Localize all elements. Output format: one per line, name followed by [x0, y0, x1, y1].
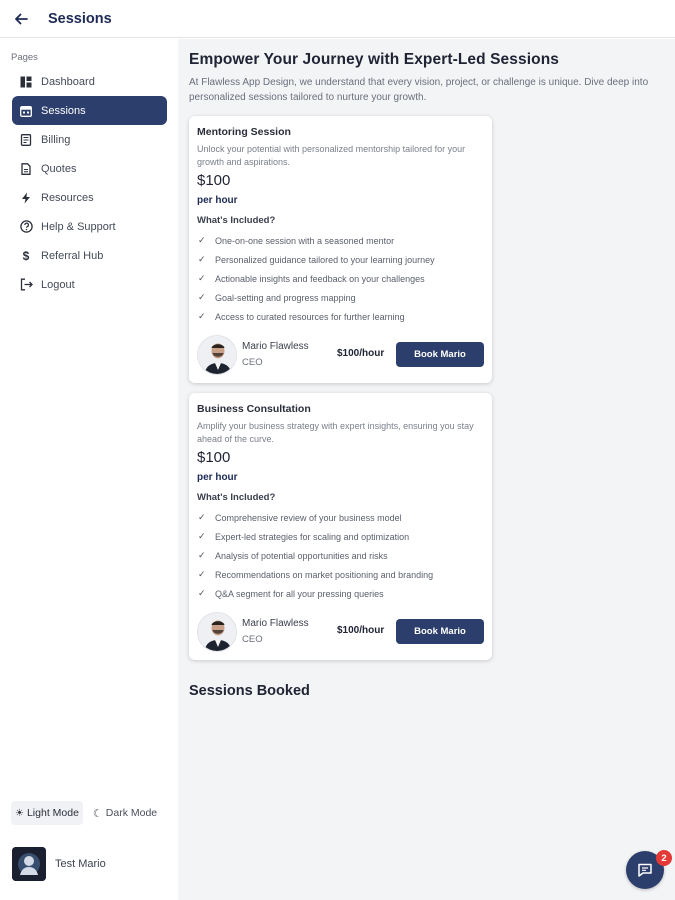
check-icon: ✓ — [198, 311, 206, 321]
check-icon: ✓ — [198, 254, 206, 264]
mentor-rate: $100/hour — [337, 348, 385, 359]
feature-text: Goal-setting and progress mapping — [215, 292, 356, 303]
feature-text: Personalized guidance tailored to your learning journey — [215, 254, 435, 265]
feature-text: One-on-one session with a seasoned mentor — [215, 235, 395, 246]
main-content — [178, 39, 675, 900]
sidebar-nav — [12, 67, 167, 299]
mentor-row — [197, 335, 487, 375]
list-item — [198, 584, 488, 603]
chat-icon — [637, 862, 653, 878]
document-icon — [18, 161, 34, 177]
notification-badge: 2 — [656, 850, 672, 866]
card-price-unit: per hour — [197, 472, 238, 483]
feature-text: Expert-led strategies for scaling and optimization — [215, 531, 410, 542]
check-icon: ✓ — [198, 273, 206, 283]
arrow-left-icon — [13, 11, 29, 27]
card-price: $100 — [197, 172, 231, 189]
card-price: $100 — [197, 449, 231, 466]
sidebar-item-label: Dashboard — [41, 75, 95, 88]
sidebar-item-label: Quotes — [41, 162, 77, 175]
dollar-icon: $ — [22, 248, 30, 263]
list-item — [198, 546, 488, 565]
mentor-avatar — [197, 335, 237, 375]
sidebar-item-referral-hub[interactable] — [12, 241, 167, 270]
logout-icon — [18, 277, 34, 293]
sidebar-item-dashboard[interactable] — [12, 67, 167, 96]
billing-icon — [18, 132, 34, 148]
sidebar-item-label: Referral Hub — [41, 249, 104, 262]
check-icon: ✓ — [198, 235, 206, 245]
card-price-unit: per hour — [197, 195, 238, 206]
list-item — [198, 307, 488, 326]
sidebar-item-sessions[interactable] — [12, 96, 167, 125]
sidebar-item-help-support[interactable] — [12, 212, 167, 241]
card-description: Amplify your business strategy with expert insights, ensuring you stay ahead of the curve. — [197, 421, 474, 444]
card-included-label: What's Included? — [197, 492, 276, 503]
list-item — [198, 250, 488, 269]
back-button[interactable] — [2, 0, 40, 38]
feature-text: Comprehensive review of your business model — [215, 512, 402, 523]
avatar — [12, 847, 46, 881]
dark-mode-button[interactable] — [89, 801, 161, 825]
mentor-rate: $100/hour — [337, 625, 385, 636]
sidebar-item-label: Billing — [41, 133, 71, 146]
sidebar-item-label: Sessions — [41, 104, 86, 117]
card-title: Business Consultation — [197, 403, 311, 415]
dashboard-icon — [18, 74, 34, 90]
check-icon: ✓ — [198, 550, 206, 560]
list-item — [198, 231, 488, 250]
feature-text: Analysis of potential opportunities and risks — [215, 550, 388, 561]
list-item — [198, 288, 488, 307]
book-mario-button[interactable]: Book Mario — [396, 342, 484, 367]
feature-text: Recommendations on market positioning and branding — [215, 569, 434, 580]
session-card-mentoring — [189, 116, 492, 383]
mentor-name: Mario Flawless — [242, 618, 309, 629]
check-icon: ✓ — [198, 292, 206, 302]
user-profile[interactable] — [12, 847, 106, 881]
list-item — [198, 508, 488, 527]
feature-text: Access to curated resources for further learning — [215, 311, 405, 322]
help-icon — [18, 219, 34, 235]
sidebar-item-label: Resources — [41, 191, 94, 204]
sidebar-item-logout[interactable] — [12, 270, 167, 299]
check-icon: ✓ — [198, 588, 206, 598]
mentor-avatar — [197, 612, 237, 652]
mentor-name: Mario Flawless — [242, 341, 309, 352]
section-intro: At Flawless App Design, we understand that every vision, project, or challenge is unique. Dive deep into personalized sessions tailored to nurture your growth. — [189, 77, 649, 103]
sidebar-item-quotes[interactable] — [12, 154, 167, 183]
feature-text: Actionable insights and feedback on your challenges — [215, 273, 425, 284]
sidebar-item-billing[interactable] — [12, 125, 167, 154]
check-icon: ✓ — [198, 512, 206, 522]
sidebar — [0, 39, 178, 900]
card-feature-list — [198, 508, 488, 603]
sidebar-item-resources[interactable] — [12, 183, 167, 212]
mentor-role: CEO — [242, 634, 263, 645]
card-feature-list — [198, 231, 488, 326]
moon-icon: ☾ — [92, 807, 103, 820]
sidebar-item-label: Help & Support — [41, 220, 116, 233]
check-icon: ✓ — [198, 531, 206, 541]
sessions-booked-title: Sessions Booked — [189, 683, 310, 699]
list-item — [198, 565, 488, 584]
sidebar-section-label: Pages — [11, 52, 38, 63]
mentor-row — [197, 612, 487, 652]
card-description: Unlock your potential with personalized mentorship tailored for your growth and aspirations. — [197, 144, 466, 167]
session-card-business-consultation — [189, 393, 492, 660]
user-name: Test Mario — [55, 858, 106, 870]
dark-mode-label: Dark Mode — [105, 807, 158, 819]
card-included-label: What's Included? — [197, 215, 276, 226]
list-item — [198, 527, 488, 546]
sun-icon: ☀ — [15, 807, 24, 819]
list-item — [198, 269, 488, 288]
theme-toggle — [11, 801, 161, 825]
feature-text: Q&A segment for all your pressing queries — [215, 588, 384, 599]
mentor-role: CEO — [242, 357, 263, 368]
page-title: Sessions — [48, 10, 112, 27]
light-mode-button[interactable] — [11, 801, 83, 825]
top-bar — [0, 0, 675, 38]
calendar-icon — [18, 103, 34, 119]
check-icon: ✓ — [198, 569, 206, 579]
card-title: Mentoring Session — [197, 126, 291, 138]
section-headline: Empower Your Journey with Expert-Led Sessions — [189, 51, 559, 68]
sidebar-item-label: Logout — [41, 278, 75, 291]
light-mode-label: Light Mode — [26, 807, 79, 819]
book-mario-button[interactable]: Book Mario — [396, 619, 484, 644]
bolt-icon — [18, 190, 34, 206]
